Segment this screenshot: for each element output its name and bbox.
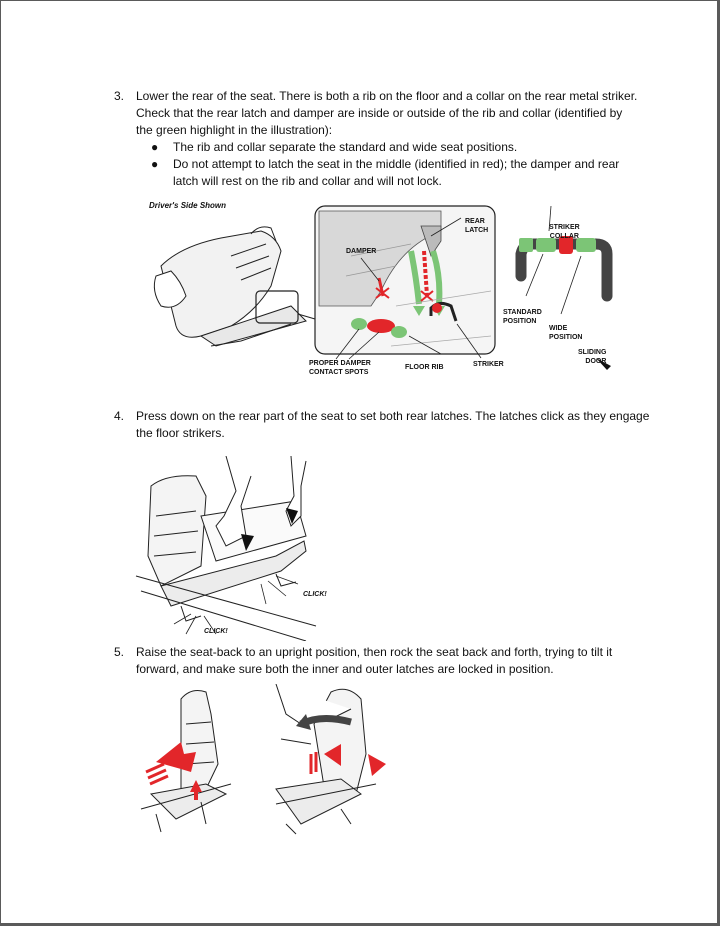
label-floor-rib: FLOOR RIB xyxy=(405,364,444,371)
click-label: CLICK! xyxy=(204,628,228,635)
label-striker: STRIKER xyxy=(473,361,504,368)
step-number: 5. xyxy=(114,645,125,659)
step-text xyxy=(136,408,649,442)
press-seat-illustration xyxy=(126,456,346,641)
bullet-dot: ● xyxy=(151,157,159,171)
step-line: the green highlight in the illustration): xyxy=(136,123,333,137)
step-text xyxy=(136,88,637,139)
step-line: forward, and make sure both the inner and outer latches are locked in position. xyxy=(136,662,554,676)
bullet-line: The rib and collar separate the standard and wide seat positions. xyxy=(173,140,518,154)
label-striker-collar: STRIKER COLLAR xyxy=(549,224,580,240)
label-sliding-door: SLIDING DOOR xyxy=(578,349,607,365)
step-number: 4. xyxy=(114,409,125,423)
step-line: Lower the rear of the seat. There is both a rib on the floor and a collar on the rear metal striker. xyxy=(136,89,638,103)
label-rear-latch: REAR LATCH xyxy=(465,218,489,234)
bullet-dot: ● xyxy=(151,140,159,154)
bullet-line: Do not attempt to latch the seat in the middle (identified in red); the damper and rear xyxy=(173,157,620,171)
step-line: the floor strikers. xyxy=(136,426,225,440)
label-proper-damper: PROPER DAMPER CONTACT SPOTS xyxy=(309,360,371,376)
label-wide-position: WIDE POSITION xyxy=(549,325,583,341)
figure-caption: Driver's Side Shown xyxy=(149,201,227,210)
step-line: Raise the seat-back to an upright position, then rock the seat back and forth, trying to tilt it xyxy=(136,645,613,659)
press-seat-figure xyxy=(126,456,346,641)
step-number: 3. xyxy=(114,89,125,103)
upright-seat-figure xyxy=(136,684,386,836)
label-standard-position: STANDARD POSITION xyxy=(503,309,542,325)
document-page xyxy=(1,1,717,923)
bullet-line: latch will rest on the rib and collar and will not lock. xyxy=(173,174,442,188)
seat-latch-figure xyxy=(141,196,631,381)
label-damper: DAMPER xyxy=(346,248,377,255)
step-line: Check that the rear latch and damper are inside or outside of the rib and collar (identified by xyxy=(136,106,623,120)
click-label: CLICK! xyxy=(303,591,327,598)
step-line: Press down on the rear part of the seat to set both rear latches. The latches click as they engage xyxy=(136,409,650,423)
upright-seat-illustration xyxy=(136,684,386,836)
step-text xyxy=(136,644,612,678)
